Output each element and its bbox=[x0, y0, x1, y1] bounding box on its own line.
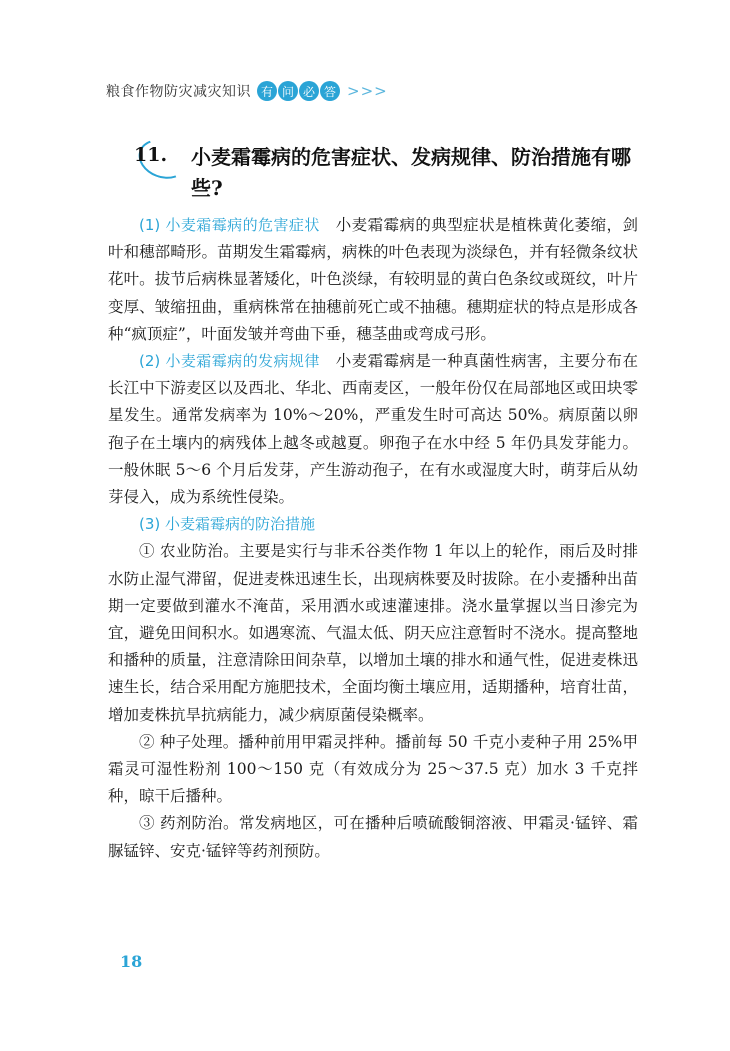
paragraph: ③ 药剂防治。常发病地区，可在播种后喷硫酸铜溶液、甲霜灵·锰锌、霜脲锰锌、安克·锰锌等药剂预防。 bbox=[108, 814, 638, 860]
section-heading: (2) 小麦霜霉病的发病规律 bbox=[139, 352, 320, 371]
book-title: 粮食作物防灾减灾知识 bbox=[106, 84, 251, 100]
paragraph: ② 种子处理。播种前用甲霜灵拌种。播前每 50 千克小麦种子用 25%甲霜灵可湿性粉剂 100～150 克（有效成分为 25～37.5 克）加水 3 千克拌种，晾干后播种。 bbox=[108, 732, 638, 806]
badge-char: 必 bbox=[299, 81, 319, 101]
running-header bbox=[106, 78, 388, 104]
paragraph bbox=[108, 212, 638, 348]
section-heading: (1) 小麦霜霉病的危害症状 bbox=[139, 216, 320, 234]
body-text bbox=[108, 212, 638, 865]
badge-char: 问 bbox=[278, 81, 298, 101]
question-title: 小麦霜霉病的危害症状、发病规律、防治措施有哪些? bbox=[191, 145, 631, 200]
series-badge bbox=[257, 81, 341, 101]
paragraph-text: 小麦霜霉病是一种真菌性病害，主要分布在长江中下游麦区以及西北、华北、西南麦区，一般年份仅在局部地区或田块零星发生。通常发病率为 10%～20%，严重发生时可高达 50%。病原菌以卵孢子在土壤内的病残体上越冬或越夏。卵孢子在水中经 5 年仍具发芽能力。一般休眠 5～6 个月后发芽，产生游动孢子，在有水或湿度大时，萌芽后从幼芽侵入，成为系统性侵染。 bbox=[108, 352, 638, 507]
paragraph bbox=[108, 511, 638, 538]
question-number: 11. bbox=[134, 144, 168, 166]
page-number: 18 bbox=[120, 952, 143, 971]
badge-char: 答 bbox=[320, 81, 340, 101]
paragraph: ① 农业防治。主要是实行与非禾谷类作物 1 年以上的轮作，雨后及时排水防止湿气滞留，促进麦株迅速生长，出现病株要及时拔除。在小麦播种出苗期一定要做到灌水不淹苗，采用洒水或速灌速排。浇水量掌握以当日渗完为宜，避免田间积水。如遇寒流、气温太低、阴天应注意暂时不浇水。提高整地和播种的质量，注意清除田间杂草，以增加土壤的排水和通气性，促进麦株迅速生长，结合采用配方施肥技术，全面均衡土壤应用，适期播种，培育壮苗，增加麦株抗旱抗病能力，减少病原菌侵染概率。 bbox=[108, 542, 638, 724]
paragraph bbox=[108, 348, 638, 511]
chevrons-icon: >>> bbox=[347, 82, 388, 100]
paragraph-text: 小麦霜霉病的典型症状是植株黄化萎缩，剑叶和穗部畸形。苗期发生霜霉病，病株的叶色表现为淡绿色，并有轻微条纹状花叶。拔节后病株显著矮化，叶色淡绿，有较明显的黄白色条纹或斑纹，叶片变厚、皱缩扭曲，重病株常在抽穗前死亡或不抽穗。穗期症状的特点是形成各种“疯顶症”，叶面发皱并弯曲下垂，穗茎曲或弯成弓形。 bbox=[108, 216, 638, 343]
section-heading: (3) 小麦霜霉病的防治措施 bbox=[139, 515, 316, 534]
badge-char: 有 bbox=[257, 81, 277, 101]
